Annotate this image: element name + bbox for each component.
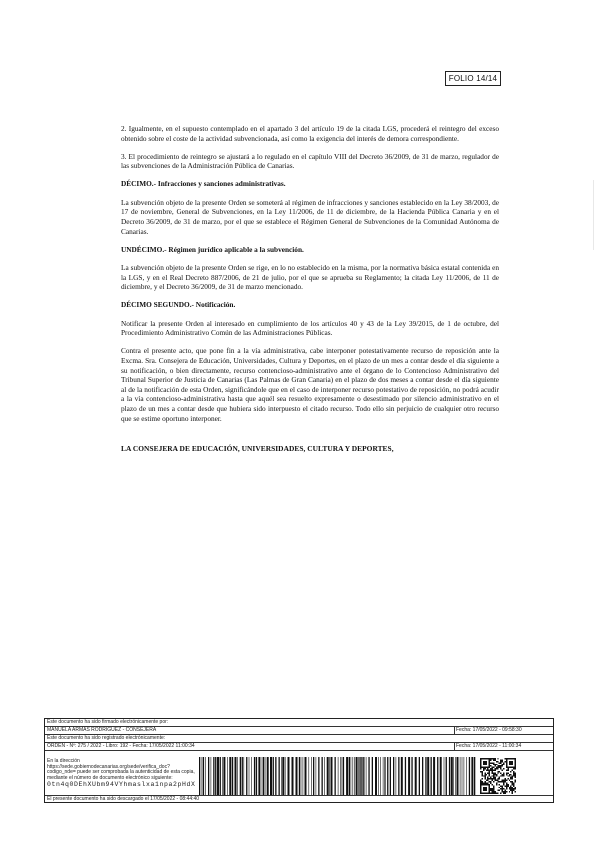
paragraph-infracciones: La subvención objeto de la presente Orden se someterá al régimen de infracciones y sanciones establecido en la Ley 38/2003, de 17 de noviembre, General de Subvenciones, en la Ley 11/2006, de 11 de diciembre, de la Hacienda Pública Canaria y en el Decreto 36/2009, de 31 de marzo, por el que se establece el Régimen General de Subvenciones de la Comunidad Autónoma de Canarias.: [121, 197, 499, 236]
paragraph-recursos: Contra el presente acto, que pone fin a la vía administrativa, cabe interponer potestativamente recurso de reposición ante la Excma. Sra. Consejera de Educación, Universidades, Cultura y Deportes, en el plazo de un mes a contar desde el día siguiente a su notificación, o bien directamente, recurso contencioso-administrativo ante el órgano de lo Contencioso Administrativo del Tribunal Superior de Justicia de Canarias (Las Palmas de Gran Canaria) en el plazo de dos meses a contar desde el día siguiente al de la notificación de esta Orden, significándole que en el caso de interponer recurso potestativo de reposición, no podrá acudir a la vía contencioso-administrativa hasta que aquél sea resuelto expresamente o desestimado por silencio administrativo en el plazo de un mes a contar desde que hubiera sido interpuesto el citado recurso. Todo ello sin perjuicio de cualquier otro recurso que se estime oportuno interponer.: [121, 346, 499, 423]
footer-signed-header-row: [45, 719, 553, 727]
heading-decimo: DÉCIMO.- Infracciones y sanciones administrativas.: [121, 179, 286, 189]
verification-text: En la dirección https://sede.gobiernodecanarias.org/sede/verifica_doc?codigo_nde= puede ser comprobada la autenticidad de esta copia, mediante el número de documento electrónico siguiente:: [47, 758, 195, 781]
paragraph-procedimiento-reintegro: 3. El procedimiento de reintegro se ajustará a lo regulado en el capítulo VIII del Decreto 36/2009, de 31 de marzo, regulador de las subvenciones de la Administración Pública de Canarias.: [121, 151, 499, 171]
registry-entry: ORDEN - Nº: 275 / 2022 - Libro: 192 - Fecha: 17/05/2022 11:00:34: [47, 743, 195, 749]
electronic-signature-footer: [44, 718, 554, 803]
signed-header: Este documento ha sido firmado electrónicamente por:: [47, 719, 169, 725]
heading-undecimo: UNDÉCIMO.- Régimen jurídico aplicable a la subvención.: [121, 244, 304, 254]
signer-name: MANUELA ARMAS RODRIGUEZ - CONSEJERA: [47, 727, 157, 733]
paragraph-notificar: Notificar la presente Orden al interesado en cumplimiento de los artículos 40 y 43 de la Ley 39/2015, de 1 de octubre, del Procedimiento Administrativo Común de las Administraciones Públicas.: [121, 318, 499, 338]
folio-box: FOLIO 14/14: [445, 71, 501, 86]
scan-margin-mark: [593, 180, 594, 250]
heading-decimo-segundo: DÉCIMO SEGUNDO.- Notificación.: [121, 300, 236, 310]
registered-header: Este documento ha sido registrado electrónicamente:: [47, 735, 166, 741]
document-body: [121, 124, 499, 462]
verification-code: 0tn4q0DEhXUbm94VYhmaslxa1npa2pHdX: [47, 781, 196, 788]
footer-registered-header-row: [45, 735, 553, 743]
registry-date: Fecha: 17/05/2022 - 11:00:34: [456, 743, 522, 749]
qr-code-image: [480, 758, 516, 794]
column-divider: [454, 727, 455, 734]
barcode-image: [197, 757, 478, 795]
column-divider: [454, 743, 455, 750]
footer-registry-row: [45, 743, 553, 751]
paragraph-regimen-juridico: La subvención objeto de la presente Orden se rige, en lo no establecido en la misma, por la normativa básica estatal contenida en la LGS, y en el Real Decreto 887/2006, de 21 de julio, por el que se aprueba su Reglamento; la citada Ley 11/2006, de 11 de diciembre, y el Decreto 36/2009, de 31 de marzo mencionado.: [121, 263, 499, 292]
footer-download-row: [45, 795, 553, 803]
signer-date: Fecha: 17/05/2022 - 09:58:30: [456, 727, 522, 733]
download-notice: El presente documento ha sido descargado el 17/05/2022 - 08:44:40: [47, 796, 200, 802]
paragraph-reintegro-exceso: 2. Igualmente, en el supuesto contemplado en el apartado 3 del artículo 19 de la citada LGS, procederá el reintegro del exceso obtenido sobre el coste de la actividad subvencionada, así como la exigencia del interés de demora correspondiente.: [121, 124, 499, 143]
signoff-consejera: LA CONSEJERA DE EDUCACIÓN, UNIVERSIDADES, CULTURA Y DEPORTES,: [121, 444, 394, 454]
footer-signer-row: [45, 727, 553, 735]
